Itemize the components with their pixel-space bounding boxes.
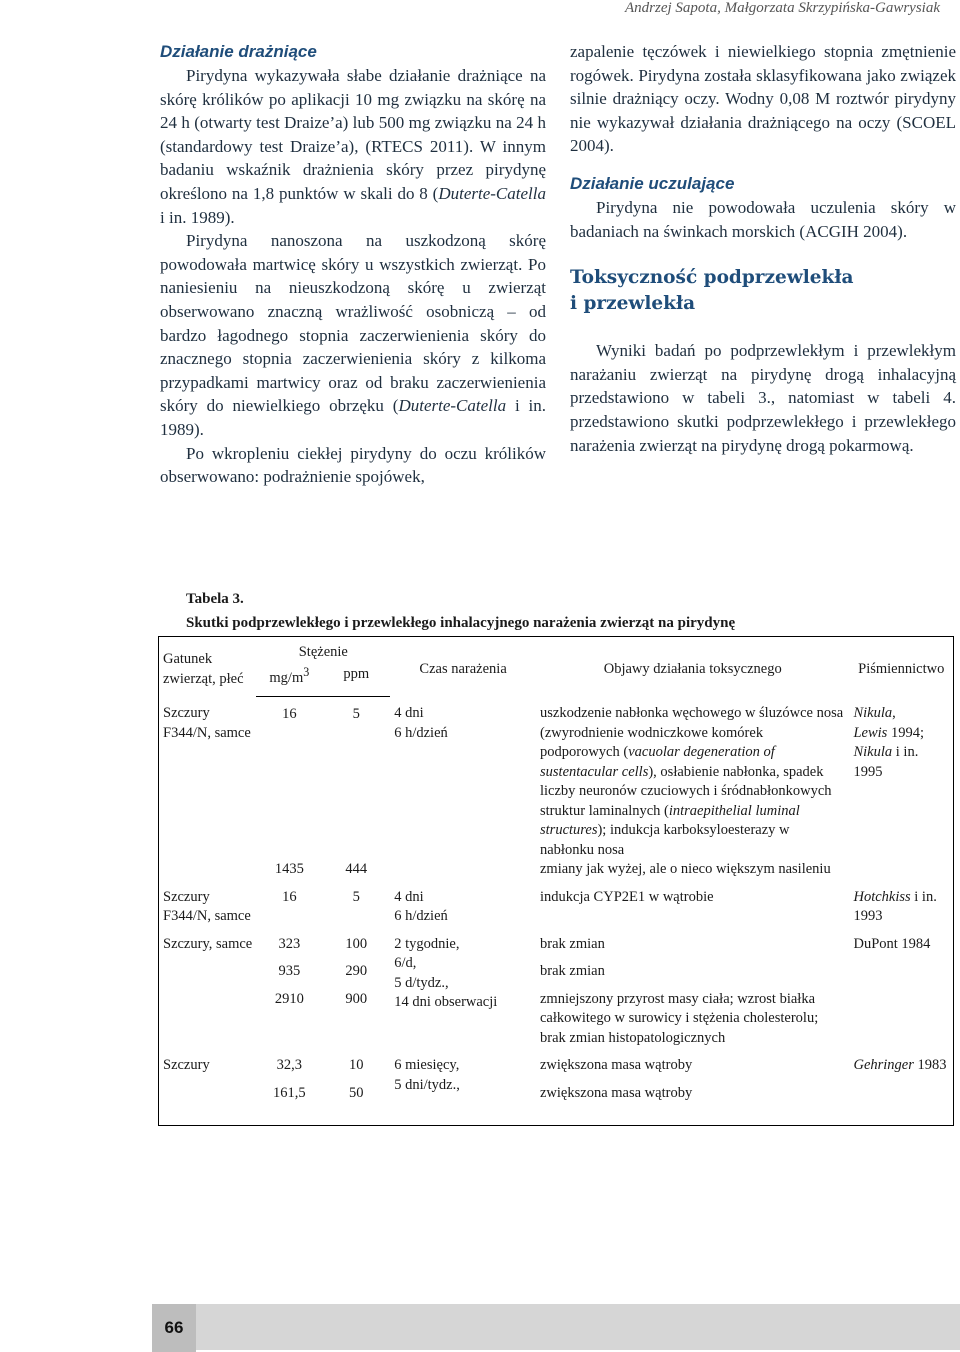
table-header-row (159, 637, 954, 663)
paragraph-skin-irritation: Pirydyna wykazywała słabe działanie drażniące na skórę królików po aplikacji 10 mg związku na skórę na 24 h (otwarty test Draize’a) lub 500 mg związku na 24 h (standardowy test Draize’a), (RTECS 2011). W innym badaniu wskaźnik drażnienia skóry przez pirydynę określono na 1,8 punktów w skali do 8 (Duterte-Catella i in. 1989). (160, 66, 546, 227)
cell-mgm3: 1435 (274, 861, 304, 878)
paragraph-sensitization: Pirydyna nie powodowała uczulenia skóry w badaniach na świnkach morskich (ACGIH 2004). (570, 197, 956, 241)
cell-reference: Gehringer 1983 (853, 1057, 947, 1074)
col-header-references: Piśmiennictwo (858, 660, 945, 677)
cell-reference: Hotchkiss i in. 1993 (853, 888, 937, 925)
cell-time: 2 tygodnie, 6/d, 5 d/tydz., 14 dni obserwacji (394, 935, 498, 1011)
cell-mgm3: 935 (278, 963, 301, 980)
table-caption (186, 589, 735, 633)
page-number: 66 (152, 1304, 196, 1352)
cell-reference: DuPont 1984 (853, 935, 931, 952)
cell-ppm: 5 (352, 705, 360, 722)
paragraph-eye-irritation: Po wkropleniu ciekłej pirydyny do oczu królików obserwowano: podrażnienie spojówek, (160, 443, 546, 487)
col-header-symptoms: Objawy działania toksycznego (603, 660, 782, 677)
cell-ppm: 100 (345, 935, 368, 952)
cell-reference: Nikula, Lewis 1994; Nikula i in. 1995 (853, 705, 924, 780)
table-row (159, 954, 954, 982)
right-column (570, 40, 956, 457)
table-row (159, 927, 954, 955)
paragraph-toxicity-results: Wyniki badań po podprzewlekłym i przewlekłym narażaniu zwierząt na pirydynę drogą inhalacyjną przedstawiono w tabeli 3., natomiast w tabeli 4. przedstawiono skutki podprzewlekłego i przewlekłego narażenia zwierząt na pirydynę drogą pokarmową. (570, 341, 956, 455)
col-header-time: Czas narażenia (419, 660, 507, 677)
paragraph-skin-necrosis: Pirydyna nanoszona na uszkodzoną skórę powodowała martwicę skóry u wszystkich zwierząt. Po naniesieniu na nieuszkodzoną skórę u zwierząt obserwowano znaczną wrażliwość osobniczą – od bardzo łagodnego stopnia zaczerwienienia skóry do znacznego stopnia zaczerwienienia skóry z kilkoma przypadkami martwicy oraz od braku zaczerwienienia skóry do niewielkiego obrzęku (Duterte-Catella i in. 1989). (160, 231, 547, 439)
cell-time: 4 dni 6 h/dzień (394, 705, 448, 741)
cell-symptoms: zmiany jak wyżej, ale o nieco większym nasileniu (540, 861, 831, 878)
left-column (160, 40, 546, 489)
col-header-mgm3: $mg/m^3$ (256, 663, 322, 697)
cell-ppm: 5 (352, 888, 360, 905)
inhalation-toxicity-table (158, 636, 954, 1126)
cell-ppm: 50 (349, 1084, 364, 1101)
cell-mgm3: 16 (282, 888, 297, 905)
cell-symptoms: zmniejszony przyrost masy ciała; wzrost białka całkowitego w surowicy i stężenia cholesterolu; brak zmian histopatologicznych (540, 990, 819, 1046)
cell-symptoms: zwiększona masa wątroby (540, 1084, 693, 1101)
cell-species: Szczury (163, 1057, 210, 1074)
table-row (159, 696, 954, 860)
table-label: Tabela 3. (186, 591, 244, 607)
cell-species: Szczury F344/N, samce (163, 705, 251, 741)
cell-symptoms: indukcja CYP2E1 w wątrobie (540, 888, 714, 905)
cell-ppm: 900 (345, 990, 368, 1007)
cell-symptoms: uszkodzenie nabłonka węchowego w śluzówce nosa (zwyrodnienie wodniczkowe komórek podporowych (vacuolar degeneration of sustentacular cells), osłabienie nabłonka, spadek liczby neuronów czuciowych i śródnabłonkowych struktur laminalnych (intraepithelial luminal structures); indukcja karboksyloesterazy w nabłonku nosa (540, 705, 844, 858)
running-header: Andrzej Sapota, Małgorzata Skrzypińska-Gawrysiak (625, 0, 940, 16)
cell-species: Szczury F344/N, samce (163, 888, 251, 925)
col-header-ppm: ppm (322, 663, 390, 697)
cell-time: 6 miesięcy, 5 dni/tydz., (394, 1057, 460, 1093)
cell-mgm3: 323 (278, 935, 301, 952)
cell-symptoms: brak zmian (540, 963, 605, 980)
col-header-concentration: Stężenie (298, 644, 348, 660)
col-header-species: Gatunek zwierząt, płeć (163, 651, 244, 687)
paragraph-eye-irritation-cont: zapalenie tęczówek i niewielkiego stopnia zmętnienie rogówek. Pirydyna została sklasyfikowana jako związek silnie drażniący oczy. Wodny 0,08 M roztwór pirydyny nie wykazywał działania drażniącego na oczy (SCOEL 2004). (570, 42, 956, 156)
subheading-sensitizing: Działanie uczulające (570, 173, 735, 193)
table-row (159, 1048, 954, 1076)
cell-ppm: 290 (345, 963, 368, 980)
cell-symptoms: brak zmian (540, 935, 605, 952)
cell-symptoms: zwiększona masa wątroby (540, 1057, 693, 1074)
table-row (159, 1076, 954, 1126)
cell-time: 4 dni 6 h/dzień (394, 888, 448, 925)
footer-bar (152, 1304, 960, 1350)
cell-mgm3: 16 (282, 705, 297, 722)
section-heading-toxicity: Toksyczność podprzewlekła i przewlekła (570, 267, 854, 315)
table-row (159, 880, 954, 927)
cell-ppm: 444 (345, 861, 368, 878)
subheading-irritant: Działanie drażniące (160, 42, 317, 61)
cell-mgm3: 32,3 (276, 1057, 303, 1074)
cell-species: Szczury, samce (163, 935, 253, 952)
cell-ppm: 10 (349, 1057, 364, 1074)
cell-mgm3: 161,5 (273, 1084, 306, 1101)
table-row (159, 860, 954, 880)
table-title: Skutki podprzewlekłego i przewlekłego inhalacyjnego narażenia zwierząt na pirydynę (186, 615, 736, 631)
cell-mgm3: 2910 (274, 990, 304, 1007)
table-row (159, 982, 954, 1049)
